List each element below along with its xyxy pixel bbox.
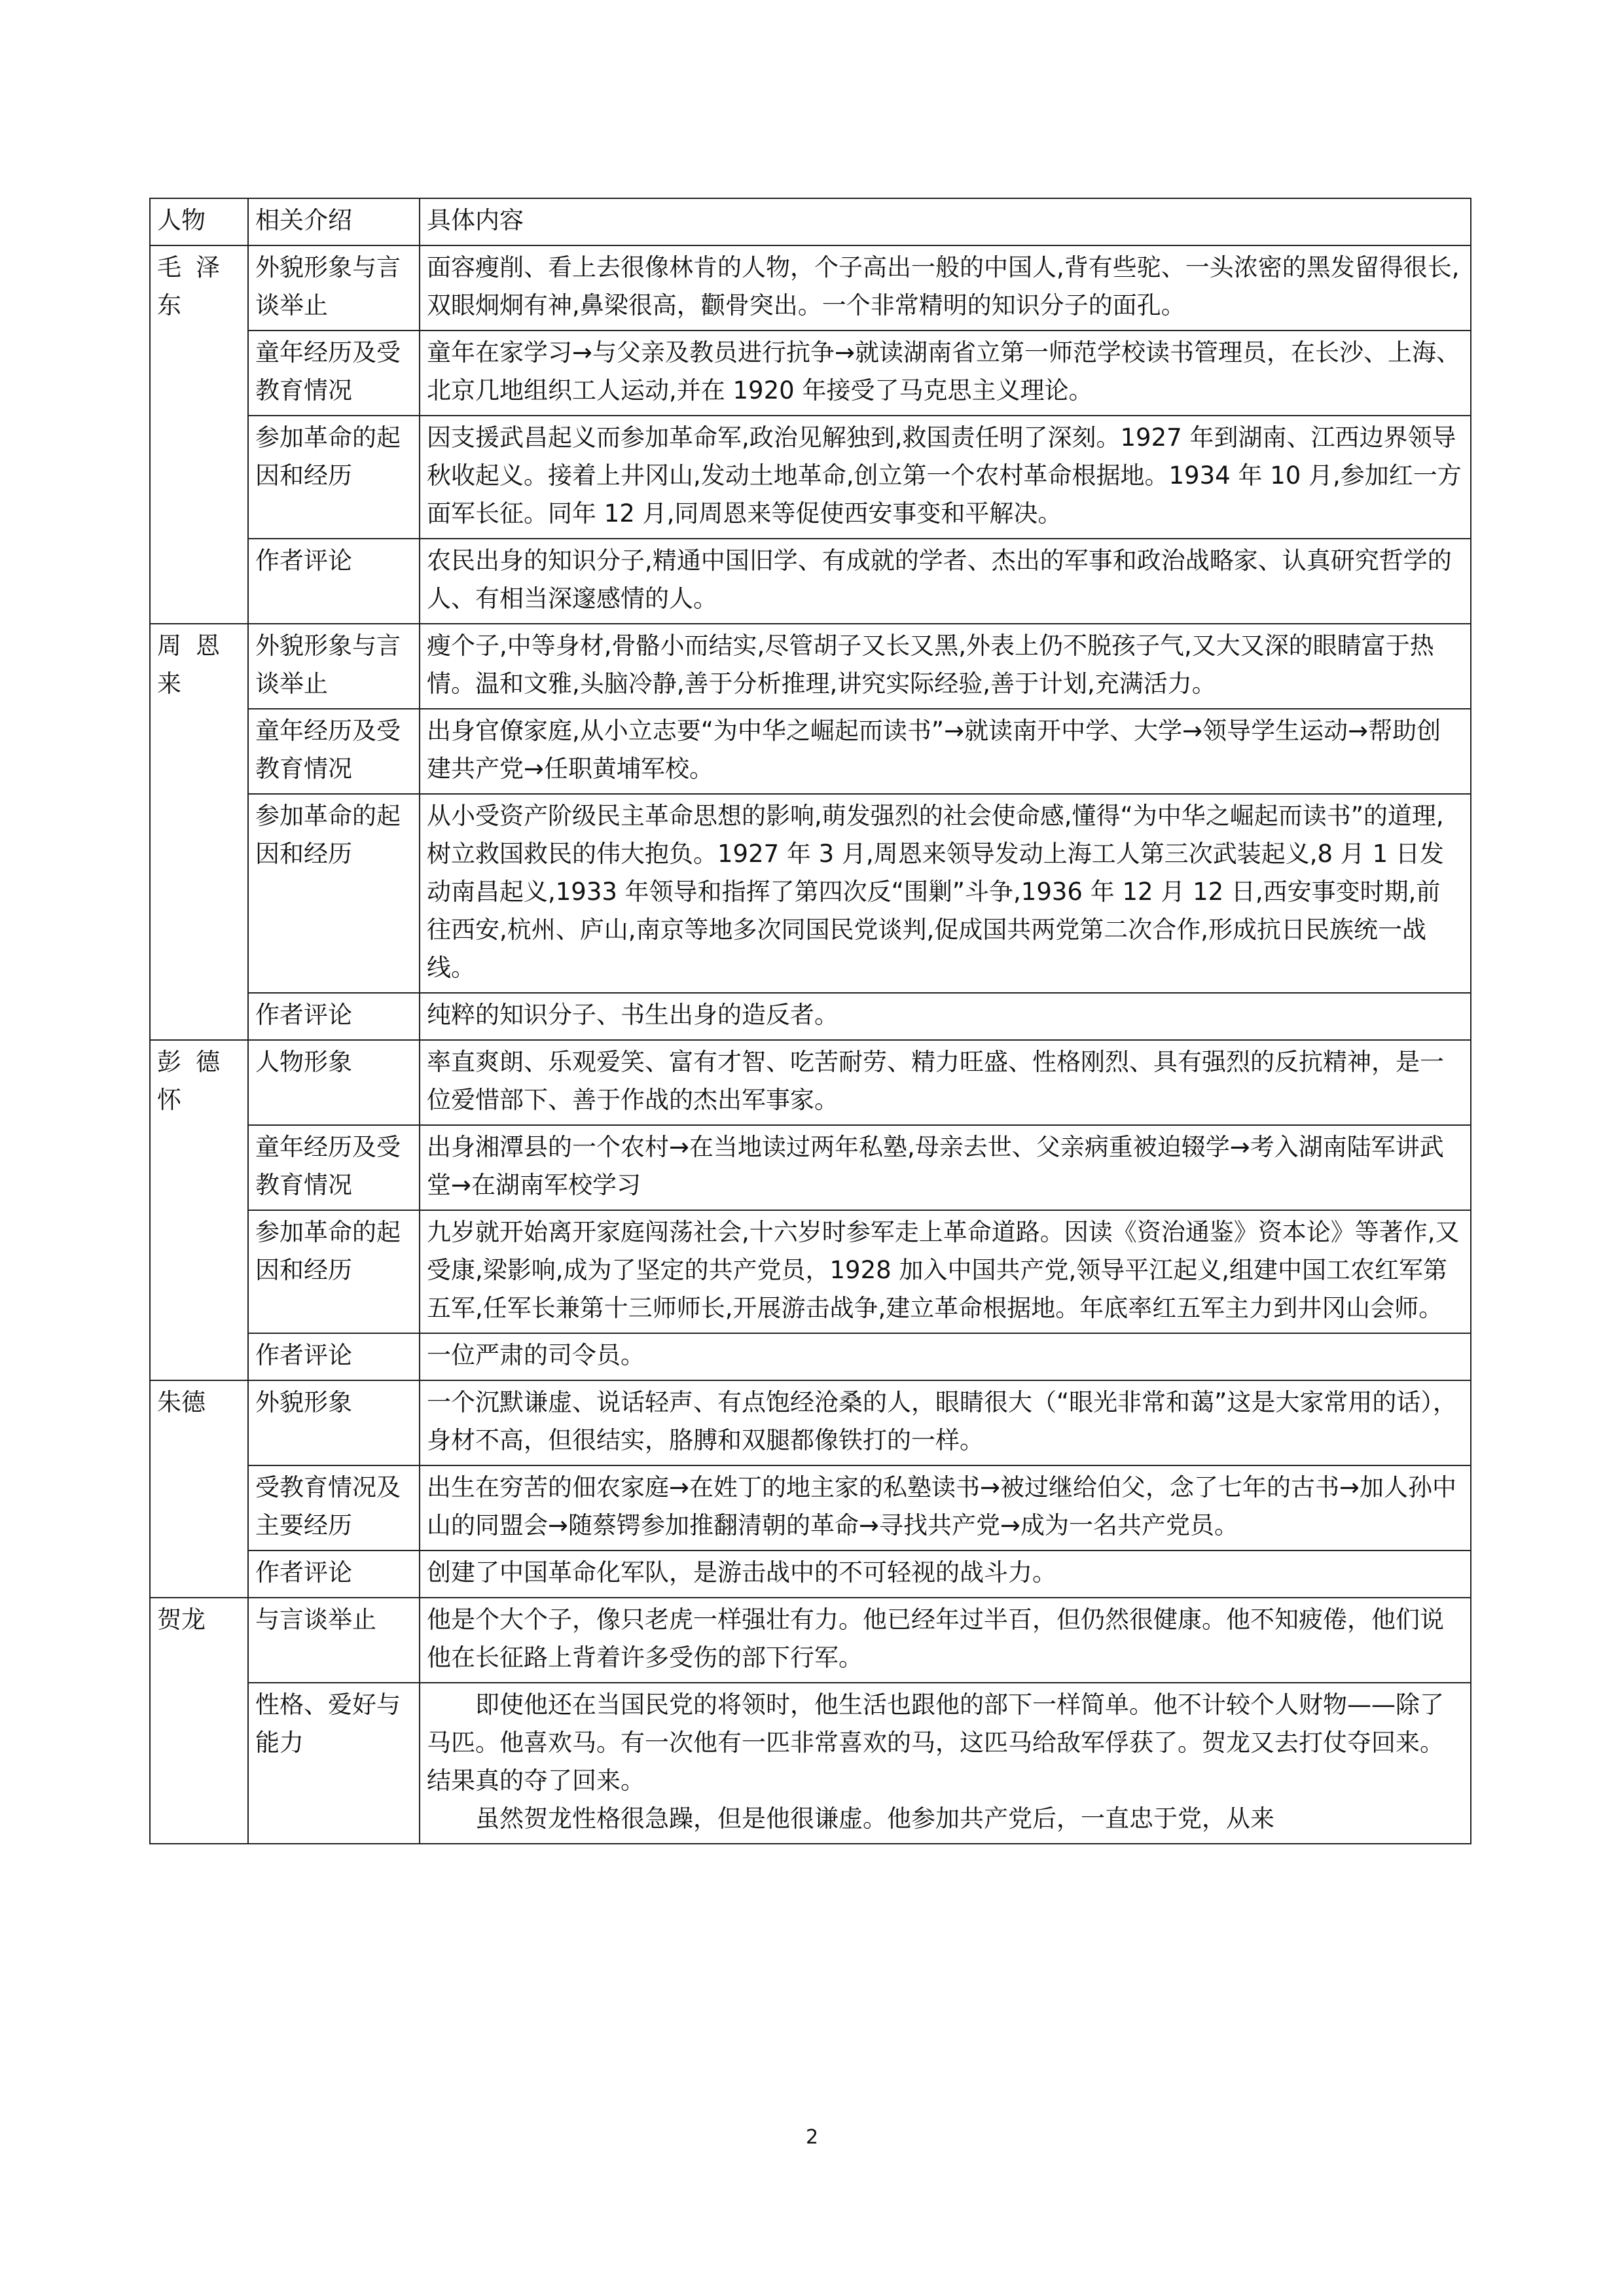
topic-cell: 外貌形象 <box>248 1380 420 1465</box>
topic-cell: 参加革命的起因和经历 <box>248 794 420 993</box>
content-cell <box>420 1683 1471 1844</box>
topic-cell: 作者评论 <box>248 539 420 624</box>
person-name: 毛泽东 <box>150 245 248 624</box>
page-number: 2 <box>805 2126 819 2149</box>
topic-cell: 外貌形象与言谈举止 <box>248 624 420 709</box>
table-row <box>150 1380 1471 1465</box>
content-paragraph: 虽然贺龙性格很急躁，但是他很谦虚。他参加共产党后，一直忠于党，从来 <box>475 1804 1274 1833</box>
topic-cell: 童年经历及受教育情况 <box>248 331 420 416</box>
content-cell: 一位严肃的司令员。 <box>420 1333 1471 1380</box>
content-paragraph: 即使他还在当国民党的将领时，他生活也跟他的部下一样简单。他不计较个人财物——除了马匹。他喜欢马。有一次他有一匹非常喜欢的马，这匹马给敌军俘获了。贺龙又去打仗夺回来。结果真的夺了回来。 <box>427 1691 1444 1795</box>
content-cell: 瘦个子,中等身材,骨骼小而结实,尽管胡子又长又黑,外表上仍不脱孩子气,又大又深的眼睛富于热情。温和文雅,头脑冷静,善于分析推理,讲究实际经验,善于计划,充满活力。 <box>420 624 1471 709</box>
person-name: 彭德怀 <box>150 1040 248 1380</box>
header-topic: 相关介绍 <box>248 198 420 245</box>
table-row <box>150 1551 1471 1598</box>
table-header-row <box>150 198 1471 245</box>
content-cell: 率直爽朗、乐观爱笑、富有才智、吃苦耐劳、精力旺盛、性格刚烈、具有强烈的反抗精神，是一位爱惜部下、善于作战的杰出军事家。 <box>420 1040 1471 1125</box>
table-row <box>150 416 1471 539</box>
header-content: 具体内容 <box>420 198 1471 245</box>
table-row <box>150 1465 1471 1551</box>
topic-cell: 作者评论 <box>248 1333 420 1380</box>
topic-cell: 作者评论 <box>248 1551 420 1598</box>
topic-cell: 童年经历及受教育情况 <box>248 709 420 794</box>
table-row <box>150 1125 1471 1210</box>
person-name: 周恩来 <box>150 624 248 1040</box>
content-cell: 面容瘦削、看上去很像林肯的人物，个子高出一般的中国人,背有些驼、一头浓密的黑发留得很长,双眼炯炯有神,鼻梁很高，颧骨突出。一个非常精明的知识分子的面孔。 <box>420 245 1471 331</box>
content-cell: 他是个大个子，像只老虎一样强壮有力。他已经年过半百，但仍然很健康。他不知疲倦，他们说他在长征路上背着许多受伤的部下行军。 <box>420 1598 1471 1683</box>
topic-cell: 与言谈举止 <box>248 1598 420 1683</box>
content-cell: 从小受资产阶级民主革命思想的影响,萌发强烈的社会使命感,懂得“为中华之崛起而读书”的道理,树立救国救民的伟大抱负。1927 年 3 月,周恩来领导发动上海工人第三次武装起义,8 月 1 日发动南昌起义,1933 年领导和指挥了第四次反“围剿”斗争,1936 年 12 月 12 日,西安事变时期,前往西安,杭州、庐山,南京等地多次同国民党谈判,促成国共两党第二次合作,形成抗日民族统一战线。 <box>420 794 1471 993</box>
person-name: 朱德 <box>150 1380 248 1598</box>
topic-cell: 人物形象 <box>248 1040 420 1125</box>
table-row <box>150 709 1471 794</box>
content-cell: 出生在穷苦的佃农家庭→在姓丁的地主家的私塾读书→被过继给伯父，念了七年的古书→加人孙中山的同盟会→随蔡锷参加推翻清朝的革命→寻找共产党→成为一名共产党员。 <box>420 1465 1471 1551</box>
table-row <box>150 1040 1471 1125</box>
content-cell: 农民出身的知识分子,精通中国旧学、有成就的学者、杰出的军事和政治战略家、认真研究哲学的人、有相当深邃感情的人。 <box>420 539 1471 624</box>
content-cell: 九岁就开始离开家庭闯荡社会,十六岁时参军走上革命道路。因读《资治通鉴》资本论》等著作,又受康,梁影响,成为了坚定的共产党员，1928 加入中国共产党,领导平江起义,组建中国工农红军第五军,任军长兼第十三师师长,开展游击战争,建立革命根据地。年底率红五军主力到井冈山会师。 <box>420 1210 1471 1333</box>
topic-cell: 性格、爱好与能力 <box>248 1683 420 1844</box>
topic-cell: 作者评论 <box>248 993 420 1040</box>
topic-cell: 参加革命的起因和经历 <box>248 416 420 539</box>
table-row <box>150 993 1471 1040</box>
topic-cell: 受教育情况及主要经历 <box>248 1465 420 1551</box>
header-person: 人物 <box>150 198 248 245</box>
table-row <box>150 1598 1471 1683</box>
table-row <box>150 331 1471 416</box>
topic-cell: 童年经历及受教育情况 <box>248 1125 420 1210</box>
content-cell: 创建了中国革命化军队，是游击战中的不可轻视的战斗力。 <box>420 1551 1471 1598</box>
topic-cell: 外貌形象与言谈举止 <box>248 245 420 331</box>
person-name: 贺龙 <box>150 1598 248 1844</box>
table-row <box>150 794 1471 993</box>
profiles-table <box>149 198 1471 1844</box>
table-row <box>150 1683 1471 1844</box>
content-cell: 纯粹的知识分子、书生出身的造反者。 <box>420 993 1471 1040</box>
content-cell: 出身官僚家庭,从小立志要“为中华之崛起而读书”→就读南开中学、大学→领导学生运动→帮助创建共产党→任职黄埔军校。 <box>420 709 1471 794</box>
topic-cell: 参加革命的起因和经历 <box>248 1210 420 1333</box>
content-cell: 童年在家学习→与父亲及教员进行抗争→就读湖南省立第一师范学校读书管理员，在长沙、上海、北京几地组织工人运动,并在 1920 年接受了马克思主义理论。 <box>420 331 1471 416</box>
table-row <box>150 245 1471 331</box>
content-cell: 出身湘潭县的一个农村→在当地读过两年私塾,母亲去世、父亲病重被迫辍学→考入湖南陆军讲武堂→在湖南军校学习 <box>420 1125 1471 1210</box>
table-row <box>150 1333 1471 1380</box>
table-row <box>150 1210 1471 1333</box>
table-row <box>150 624 1471 709</box>
table-row <box>150 539 1471 624</box>
content-cell: 一个沉默谦虚、说话轻声、有点饱经沧桑的人，眼睛很大（“眼光非常和蔼”这是大家常用的话），身材不高，但很结实，胳膊和双腿都像铁打的一样。 <box>420 1380 1471 1465</box>
content-cell: 因支援武昌起义而参加革命军,政治见解独到,救国责任明了深刻。1927 年到湖南、江西边界领导秋收起义。接着上井冈山,发动土地革命,创立第一个农村革命根据地。1934 年 10 月,参加红一方面军长征。同年 12 月,同周恩来等促使西安事变和平解决。 <box>420 416 1471 539</box>
